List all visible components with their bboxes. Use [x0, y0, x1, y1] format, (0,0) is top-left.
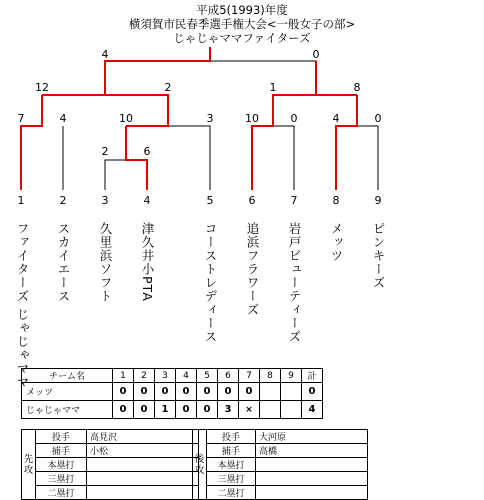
header-total: 計 — [302, 369, 323, 383]
seed-number: 1 — [17, 194, 25, 207]
inning-score: 0 — [239, 383, 260, 401]
team-name-6: 追浜フラワーズ — [245, 222, 260, 317]
triple-label: 三塁打 — [36, 472, 87, 486]
score-r1-c2: 0 — [290, 112, 298, 125]
double-value — [256, 486, 368, 500]
inning-score — [281, 383, 302, 401]
score-r1-a2: 4 — [59, 112, 67, 125]
team-name-8: メッツ — [329, 222, 344, 263]
header-inning: 2 — [134, 369, 155, 383]
winner-path — [126, 126, 147, 190]
catcher-label: 捕手 — [36, 444, 87, 458]
header-inning: 3 — [155, 369, 176, 383]
score-sub-a: 2 — [101, 145, 109, 158]
score-r1-c1: 10 — [245, 112, 259, 125]
seed-number: 7 — [290, 194, 298, 207]
bracket-line — [273, 95, 294, 190]
seed-number: 6 — [248, 194, 256, 207]
score-sub-b: 6 — [143, 145, 151, 158]
score-r1-a1: 7 — [17, 112, 25, 125]
double-value — [87, 486, 199, 500]
header-inning: 4 — [176, 369, 197, 383]
double-label: 二塁打 — [207, 486, 256, 500]
score-r2-d: 8 — [353, 81, 361, 94]
inning-score — [260, 401, 281, 419]
inning-score — [260, 383, 281, 401]
battery-table-first — [21, 429, 199, 500]
battery-table-second — [192, 429, 368, 500]
total-score: 0 — [302, 383, 323, 401]
pitcher-name: 大河原 — [256, 430, 368, 444]
row-team: じゃじゃママ — [22, 401, 113, 419]
catcher-name: 高橋 — [256, 444, 368, 458]
catcher-label: 捕手 — [207, 444, 256, 458]
triple-value — [256, 472, 368, 486]
team-name-5: コーストレディース — [203, 222, 218, 344]
inning-score: 0 — [134, 401, 155, 419]
header-inning: 7 — [239, 369, 260, 383]
inning-score: 0 — [113, 401, 134, 419]
scoreboard-header — [22, 369, 323, 383]
pitcher-label: 投手 — [207, 430, 256, 444]
home-run-value — [87, 458, 199, 472]
inning-score: 0 — [218, 383, 239, 401]
row-team: メッツ — [22, 383, 113, 401]
home-run-value — [256, 458, 368, 472]
score-r1-b2: 3 — [206, 112, 214, 125]
score-r2-c: 1 — [269, 81, 277, 94]
header-inning: 8 — [260, 369, 281, 383]
header-inning: 1 — [113, 369, 134, 383]
inning-score — [281, 401, 302, 419]
event-title: 横須賀市民春季選手権大会<一般女子の部> — [128, 17, 356, 31]
team-name-3: 久里浜ソフト — [98, 222, 113, 303]
winner-path — [105, 47, 210, 95]
winner-title: じゃじゃママファイターズ — [173, 31, 311, 45]
inning-score: 3 — [218, 401, 239, 419]
winner-path — [252, 95, 357, 190]
score-r1-d2: 0 — [374, 112, 382, 125]
pitcher-label: 投手 — [36, 430, 87, 444]
triple-value — [87, 472, 199, 486]
triple-label: 三塁打 — [207, 472, 256, 486]
bracket-line — [357, 95, 378, 190]
side-label-second: 後攻 — [193, 430, 207, 500]
table-row — [22, 401, 323, 419]
home-run-label: 本塁打 — [36, 458, 87, 472]
pitcher-name: 高見沢 — [87, 430, 199, 444]
year-title: 平成5(1993)年度 — [196, 3, 288, 17]
table-row — [22, 383, 323, 401]
seed-number: 3 — [101, 194, 109, 207]
winner-path — [21, 95, 42, 190]
seed-number: 8 — [332, 194, 340, 207]
header-inning: 9 — [281, 369, 302, 383]
side-label-first: 先攻 — [22, 430, 36, 500]
home-run-label: 本塁打 — [207, 458, 256, 472]
seed-number: 5 — [206, 194, 214, 207]
team-name-2: スカイエース — [56, 222, 71, 303]
inning-score: 0 — [155, 383, 176, 401]
catcher-name: 小松 — [87, 444, 199, 458]
header-inning: 5 — [197, 369, 218, 383]
inning-score: 0 — [134, 383, 155, 401]
score-top-left: 4 — [101, 48, 109, 61]
scoreboard-table — [21, 368, 323, 419]
winner-path — [316, 61, 357, 95]
seed-number: 9 — [374, 194, 382, 207]
bracket-line — [210, 47, 316, 95]
score-r1-b1: 10 — [119, 112, 133, 125]
winner-path — [336, 95, 357, 190]
header-inning: 6 — [218, 369, 239, 383]
inning-score: 0 — [176, 383, 197, 401]
score-r2-b: 2 — [164, 81, 172, 94]
score-r2-a: 12 — [35, 81, 49, 94]
inning-score: 0 — [197, 401, 218, 419]
score-r1-d1: 4 — [332, 112, 340, 125]
bracket-line — [168, 95, 210, 190]
inning-score: 1 — [155, 401, 176, 419]
seed-number: 4 — [143, 194, 151, 207]
inning-score: 0 — [113, 383, 134, 401]
team-name-4: 津久井小PTA — [140, 222, 155, 302]
team-name-9: ピンキーズ — [371, 222, 386, 290]
team-name-1: ファイターズ じゃじゃママ — [15, 222, 30, 389]
header-team: チーム名 — [22, 369, 113, 383]
seed-number: 2 — [59, 194, 67, 207]
inning-score: × — [239, 401, 260, 419]
team-name-7: 岩戸ビューティーズ — [287, 222, 302, 344]
score-top-right: 0 — [312, 48, 320, 61]
inning-score: 0 — [197, 383, 218, 401]
total-score: 4 — [302, 401, 323, 419]
double-label: 二塁打 — [36, 486, 87, 500]
inning-score: 0 — [176, 401, 197, 419]
bracket-line — [105, 160, 126, 190]
